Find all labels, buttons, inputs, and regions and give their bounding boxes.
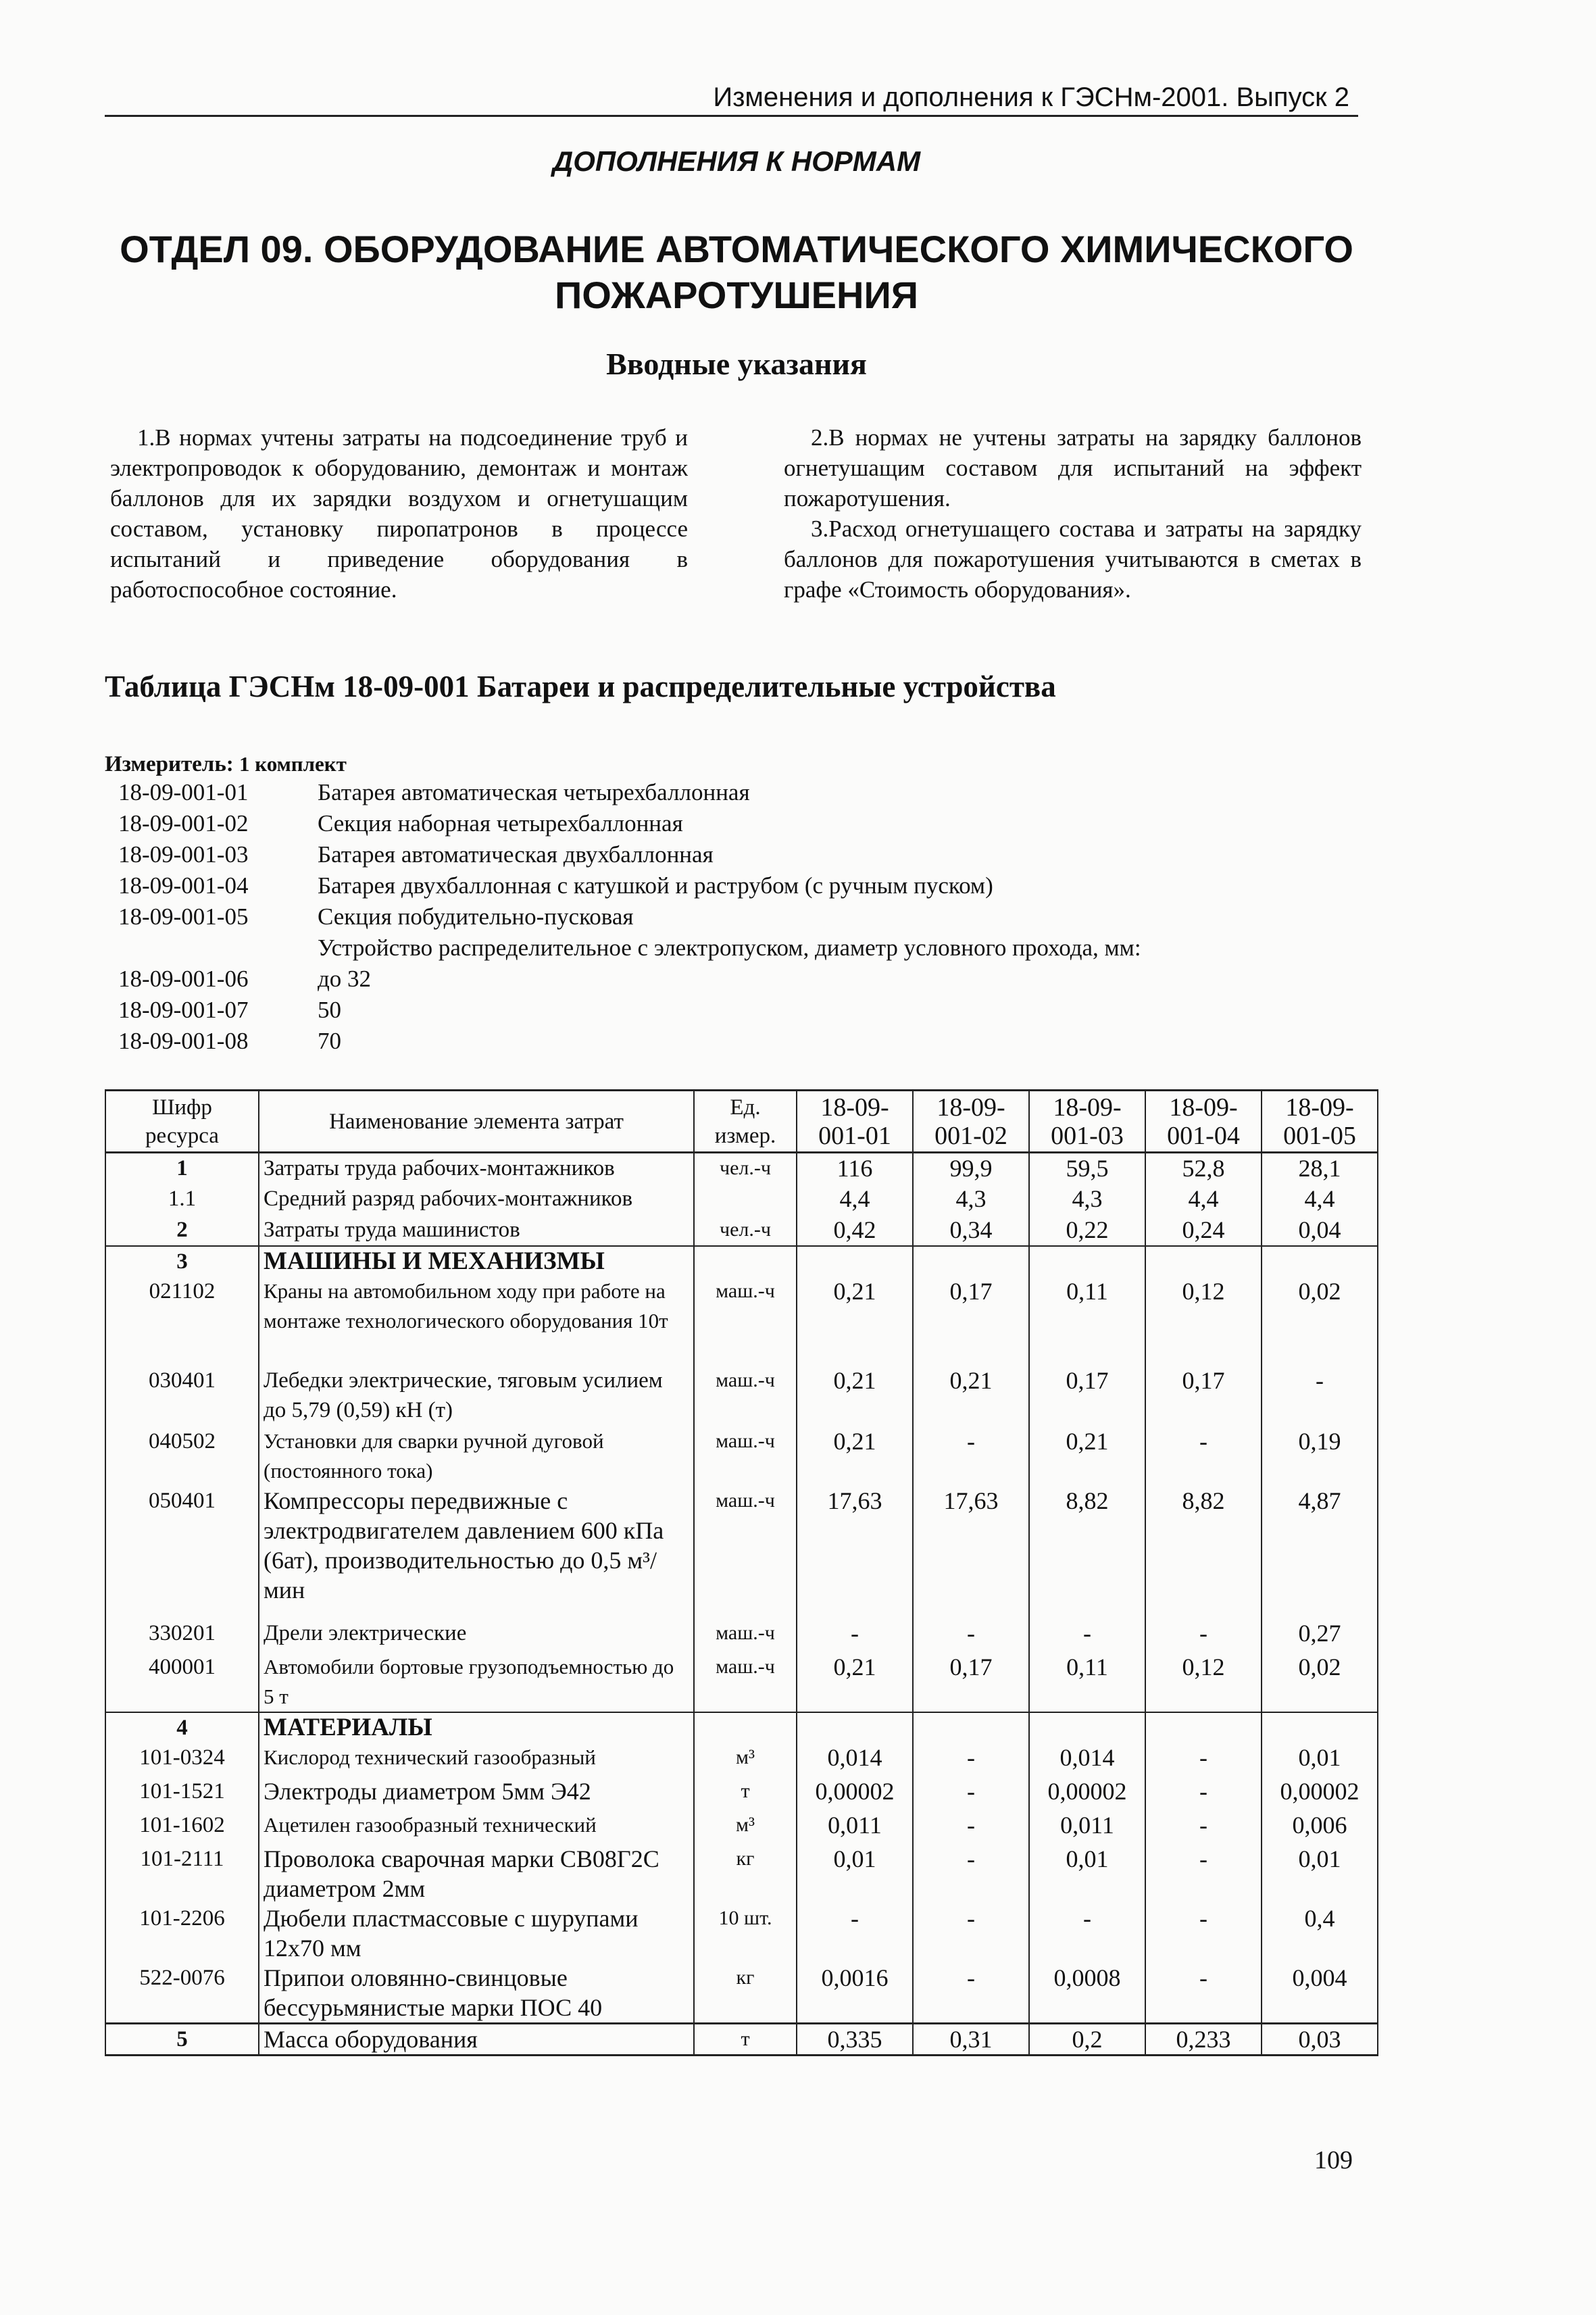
cell-value: 0,24 (1145, 1215, 1262, 1246)
cell-value: 0,2 (1029, 2023, 1145, 2055)
cell-value: 0,22 (1029, 1215, 1145, 1246)
table-row (105, 1810, 1378, 1844)
header-col-3 (1029, 1091, 1145, 1153)
table-body (105, 1153, 1378, 2056)
intro-paragraph: 3.Расход огнетушащего состава и затраты на зарядку баллонов для пожаротушения учитываются в сметах в графе «Стоимость оборудования». (784, 516, 1362, 603)
cell-value: - (913, 1776, 1029, 1810)
table-row (105, 1215, 1378, 1246)
table-row (105, 1652, 1378, 1712)
table-row (105, 1963, 1378, 2024)
cell-name: Автомобили бортовые грузоподъемностью до 5 т (259, 1652, 694, 1712)
cell-value (797, 1246, 913, 1276)
header-col-5 (1262, 1091, 1378, 1153)
cell-value: 52,8 (1145, 1153, 1262, 1184)
header-code-line-2: ресурса (145, 1123, 219, 1148)
cell-value (1145, 1246, 1262, 1276)
running-header: Изменения и дополнения к ГЭСНм-2001. Выпуск 2 (713, 82, 1349, 112)
header-col-line-1: 18-09- (1285, 1093, 1354, 1122)
cell-unit (694, 1184, 797, 1215)
norm-code: 18-09-001-02 (118, 810, 249, 837)
norm-name: Батарея двухбаллонная с катушкой и раструбом (с ручным пуском) (318, 872, 993, 899)
supplement-heading: ДОПОЛНЕНИЯ К НОРМАМ (552, 145, 921, 177)
norm-name: до 32 (318, 966, 372, 992)
cell-unit: чел.-ч (694, 1215, 797, 1246)
cell-name: Средний разряд рабочих-монтажников (259, 1184, 694, 1215)
cell-value: 0,006 (1262, 1810, 1378, 1844)
table-title: Таблица ГЭСНм 18-09-001 Батареи и распределительные устройства (105, 670, 1056, 703)
cell-name: Масса оборудования (259, 2023, 694, 2055)
cell-value: 0,01 (797, 1844, 913, 1903)
header-col-4 (1145, 1091, 1262, 1153)
cell-unit: м³ (694, 1810, 797, 1844)
cell-value: 0,21 (913, 1366, 1029, 1426)
cell-value: 0,11 (1029, 1652, 1145, 1712)
cell-value: 0,00002 (797, 1776, 913, 1810)
cell-value: 116 (797, 1153, 913, 1184)
meter (105, 752, 347, 777)
table-header-row (105, 1091, 1378, 1153)
cell-name: Затраты труда рабочих-монтажников (259, 1153, 694, 1184)
cell-value: - (1145, 1618, 1262, 1652)
cell-code: 4 (105, 1712, 259, 1743)
cell-name: Кислород технический газообразный (259, 1743, 694, 1776)
norm-name: 50 (318, 997, 341, 1023)
cell-value: - (913, 1844, 1029, 1903)
resource-table (105, 1089, 1378, 2056)
cell-value: 0,0016 (797, 1963, 913, 2024)
table-group-row (105, 1712, 1378, 1743)
cell-code: 101-0324 (105, 1743, 259, 1776)
cell-value: 0,17 (1145, 1366, 1262, 1426)
cell-value: 0,31 (913, 2023, 1029, 2055)
cell-value: - (1145, 1426, 1262, 1486)
cell-value: - (913, 1618, 1029, 1652)
header-col-line-2: 001-05 (1283, 1121, 1356, 1150)
cell-value: 0,335 (797, 2023, 913, 2055)
cell-name: Компрессоры передвижные с электродвигателем давлением 600 кПа (6ат), производительностью до 0,5 м³/мин (259, 1486, 694, 1618)
header-code (105, 1091, 259, 1153)
cell-value: 0,011 (797, 1810, 913, 1844)
header-unit-line-2: измер. (714, 1123, 776, 1148)
cell-unit: кг (694, 1844, 797, 1903)
cell-value: 4,87 (1262, 1486, 1378, 1618)
cell-value: 8,82 (1145, 1486, 1262, 1618)
header-col-line-1: 18-09- (937, 1093, 1005, 1122)
cell-value: 0,233 (1145, 2023, 1262, 2055)
cell-value: - (913, 1810, 1029, 1844)
cell-unit (694, 1246, 797, 1276)
cell-name: Ацетилен газообразный технический (259, 1810, 694, 1844)
cell-unit: м³ (694, 1743, 797, 1776)
cell-code: 522-0076 (105, 1963, 259, 2024)
cell-value: - (1262, 1366, 1378, 1426)
table-row (105, 1486, 1378, 1618)
cell-unit: 10 шт. (694, 1903, 797, 1963)
cell-name: Установки для сварки ручной дуговой (постоянного тока) (259, 1426, 694, 1486)
cell-name: МАШИНЫ И МЕХАНИЗМЫ (259, 1246, 694, 1276)
header-col-line-1: 18-09- (820, 1093, 889, 1122)
cell-value: 4,3 (913, 1184, 1029, 1215)
cell-name: Краны на автомобильном ходу при работе на монтаже технологического оборудования 10т (259, 1276, 694, 1366)
cell-value: 0,21 (797, 1652, 913, 1712)
cell-value (797, 1712, 913, 1743)
cell-value: - (1145, 1844, 1262, 1903)
intro-heading: Вводные указания (606, 347, 867, 381)
cell-code: 1.1 (105, 1184, 259, 1215)
cell-code: 101-2111 (105, 1844, 259, 1903)
cell-value: 0,17 (913, 1652, 1029, 1712)
norm-code: 18-09-001-03 (118, 841, 249, 868)
cell-code: 040502 (105, 1426, 259, 1486)
cell-value (1262, 1712, 1378, 1743)
cell-value: 4,4 (1262, 1184, 1378, 1215)
cell-value: 0,17 (1029, 1366, 1145, 1426)
cell-value: 0,01 (1262, 1844, 1378, 1903)
table-row (105, 1276, 1378, 1366)
cell-value: - (913, 1903, 1029, 1963)
table-row (105, 1776, 1378, 1810)
cell-value: - (1145, 1903, 1262, 1963)
norm-code: 18-09-001-06 (118, 966, 249, 992)
cell-name: Дрели электрические (259, 1618, 694, 1652)
cell-code: 1 (105, 1153, 259, 1184)
cell-value: 0,00002 (1262, 1776, 1378, 1810)
cell-value: 0,21 (1029, 1426, 1145, 1486)
cell-name: МАТЕРИАЛЫ (259, 1712, 694, 1743)
norm-name: Устройство распределительное с электропуском, диаметр условного прохода, мм: (318, 935, 1141, 961)
cell-code: 2 (105, 1215, 259, 1246)
intro-right-column (784, 422, 1362, 605)
cell-name: Электроды диаметром 5мм Э42 (259, 1776, 694, 1810)
header-col-line-2: 001-01 (818, 1121, 891, 1150)
cell-unit: кг (694, 1963, 797, 2024)
cell-value: 0,0008 (1029, 1963, 1145, 2024)
table-row (105, 1153, 1378, 1184)
norm-name: Батарея автоматическая двухбаллонная (318, 841, 714, 868)
cell-unit: маш.-ч (694, 1652, 797, 1712)
cell-value: - (1029, 1618, 1145, 1652)
table-row (105, 1618, 1378, 1652)
cell-unit: маш.-ч (694, 1276, 797, 1366)
cell-unit: т (694, 2023, 797, 2055)
cell-value (1029, 1712, 1145, 1743)
cell-value: 0,03 (1262, 2023, 1378, 2055)
cell-value: 0,02 (1262, 1652, 1378, 1712)
cell-value: 0,01 (1262, 1743, 1378, 1776)
norm-code: 18-09-001-07 (118, 997, 249, 1023)
cell-unit: маш.-ч (694, 1426, 797, 1486)
table-row (105, 2023, 1378, 2055)
cell-value: 0,014 (1029, 1743, 1145, 1776)
cell-value: - (1145, 1963, 1262, 2024)
cell-value: 0,34 (913, 1215, 1029, 1246)
meter-value: 1 комплект (239, 752, 347, 776)
header-col-line-2: 001-02 (934, 1121, 1007, 1150)
header-unit (694, 1091, 797, 1153)
cell-value: 4,4 (797, 1184, 913, 1215)
table-row (105, 1184, 1378, 1215)
cell-value: 0,12 (1145, 1276, 1262, 1366)
table-row (105, 1366, 1378, 1426)
cell-value: 99,9 (913, 1153, 1029, 1184)
cell-value (1262, 1246, 1378, 1276)
header-col-1 (797, 1091, 913, 1153)
cell-name: Лебедки электрические, тяговым усилием до 5,79 (0,59) кН (т) (259, 1366, 694, 1426)
header-col-line-1: 18-09- (1169, 1093, 1238, 1122)
cell-code: 101-1602 (105, 1810, 259, 1844)
norm-name: 70 (318, 1028, 341, 1054)
cell-value: 59,5 (1029, 1153, 1145, 1184)
cell-value: - (913, 1743, 1029, 1776)
cell-value: - (913, 1426, 1029, 1486)
cell-value (913, 1712, 1029, 1743)
header-col-line-2: 001-04 (1167, 1121, 1240, 1150)
page-number: 109 (1314, 2146, 1353, 2174)
cell-value: 4,3 (1029, 1184, 1145, 1215)
cell-value: - (1145, 1810, 1262, 1844)
cell-value: 0,21 (797, 1426, 913, 1486)
table-group-row (105, 1246, 1378, 1276)
cell-value: 0,42 (797, 1215, 913, 1246)
cell-code: 050401 (105, 1486, 259, 1618)
cell-value: 0,00002 (1029, 1776, 1145, 1810)
cell-value: 0,11 (1029, 1276, 1145, 1366)
cell-code: 3 (105, 1246, 259, 1276)
norm-code: 18-09-001-05 (118, 903, 249, 930)
cell-value: - (1029, 1903, 1145, 1963)
cell-code: 021102 (105, 1276, 259, 1366)
header-col-line-1: 18-09- (1053, 1093, 1122, 1122)
cell-name: Припои оловянно-свинцовые бессурьмянистые марки ПОС 40 (259, 1963, 694, 2024)
cell-value: 0,21 (797, 1366, 913, 1426)
norm-name: Секция побудительно-пусковая (318, 903, 634, 930)
cell-value: 4,4 (1145, 1184, 1262, 1215)
cell-value: 17,63 (913, 1486, 1029, 1618)
cell-value: 0,04 (1262, 1215, 1378, 1246)
cell-unit: маш.-ч (694, 1486, 797, 1618)
cell-value: 0,014 (797, 1743, 913, 1776)
cell-code: 101-1521 (105, 1776, 259, 1810)
header-col-line-2: 001-03 (1051, 1121, 1124, 1150)
cell-value: 0,004 (1262, 1963, 1378, 2024)
cell-code: 5 (105, 2023, 259, 2055)
section-title-line-1: ОТДЕЛ 09. ОБОРУДОВАНИЕ АВТОМАТИЧЕСКОГО ХИМИЧЕСКОГО (120, 228, 1353, 270)
cell-value: 0,4 (1262, 1903, 1378, 1963)
norm-code: 18-09-001-01 (118, 779, 249, 805)
cell-value (913, 1246, 1029, 1276)
cell-code: 030401 (105, 1366, 259, 1426)
norm-name: Секция наборная четырехбаллонная (318, 810, 683, 837)
cell-value: - (797, 1618, 913, 1652)
cell-name: Дюбели пластмассовые с шурупами 12х70 мм (259, 1903, 694, 1963)
cell-unit: маш.-ч (694, 1366, 797, 1426)
header-unit-line-1: Ед. (730, 1095, 761, 1120)
cell-value: 0,01 (1029, 1844, 1145, 1903)
cell-value: 0,21 (797, 1276, 913, 1366)
cell-value: 28,1 (1262, 1153, 1378, 1184)
cell-value: 0,011 (1029, 1810, 1145, 1844)
cell-value: 8,82 (1029, 1486, 1145, 1618)
intro-paragraph: 2.В нормах не учтены затраты на зарядку баллонов огнетушащим составом для испытаний на эффект пожаротушения. (784, 424, 1362, 512)
cell-value: - (797, 1903, 913, 1963)
norm-code: 18-09-001-08 (118, 1028, 249, 1054)
cell-value: 0,19 (1262, 1426, 1378, 1486)
cell-value: 0,02 (1262, 1276, 1378, 1366)
cell-unit (694, 1712, 797, 1743)
cell-value: 0,17 (913, 1276, 1029, 1366)
cell-code: 330201 (105, 1618, 259, 1652)
cell-name: Затраты труда машинистов (259, 1215, 694, 1246)
norm-name: Батарея автоматическая четырехбаллонная (318, 779, 750, 805)
cell-unit: чел.-ч (694, 1153, 797, 1184)
section-title-line-2: ПОЖАРОТУШЕНИЯ (555, 274, 918, 316)
cell-value: 17,63 (797, 1486, 913, 1618)
table-row (105, 1426, 1378, 1486)
table-row (105, 1743, 1378, 1776)
table-row (105, 1844, 1378, 1903)
header-name: Наименование элемента затрат (259, 1091, 694, 1153)
header-col-2 (913, 1091, 1029, 1153)
norm-code: 18-09-001-04 (118, 872, 249, 899)
cell-value: - (913, 1963, 1029, 2024)
cell-unit: маш.-ч (694, 1618, 797, 1652)
cell-code: 101-2206 (105, 1903, 259, 1963)
cell-value: 0,27 (1262, 1618, 1378, 1652)
cell-name: Проволока сварочная марки СВ08Г2С диаметром 2мм (259, 1844, 694, 1903)
cell-value: 0,12 (1145, 1652, 1262, 1712)
cell-value (1145, 1712, 1262, 1743)
intro-paragraph: 1.В нормах учтены затраты на подсоединение труб и электропроводок к оборудованию, демонтаж и монтаж баллонов для их зарядки воздухом и огнетушащим составом, установку пиропатронов в процессе испытаний и приведение оборудования в работоспособное состояние. (110, 424, 688, 603)
section-title (0, 226, 1473, 318)
cell-code: 400001 (105, 1652, 259, 1712)
cell-value: - (1145, 1776, 1262, 1810)
cell-value: - (1145, 1743, 1262, 1776)
header-code-line-1: Шифр (152, 1095, 212, 1120)
meter-label: Измеритель: (105, 752, 234, 776)
cell-unit: т (694, 1776, 797, 1810)
header-rule (105, 115, 1358, 117)
cell-value (1029, 1246, 1145, 1276)
table-row (105, 1903, 1378, 1963)
intro-left-column (110, 422, 688, 605)
